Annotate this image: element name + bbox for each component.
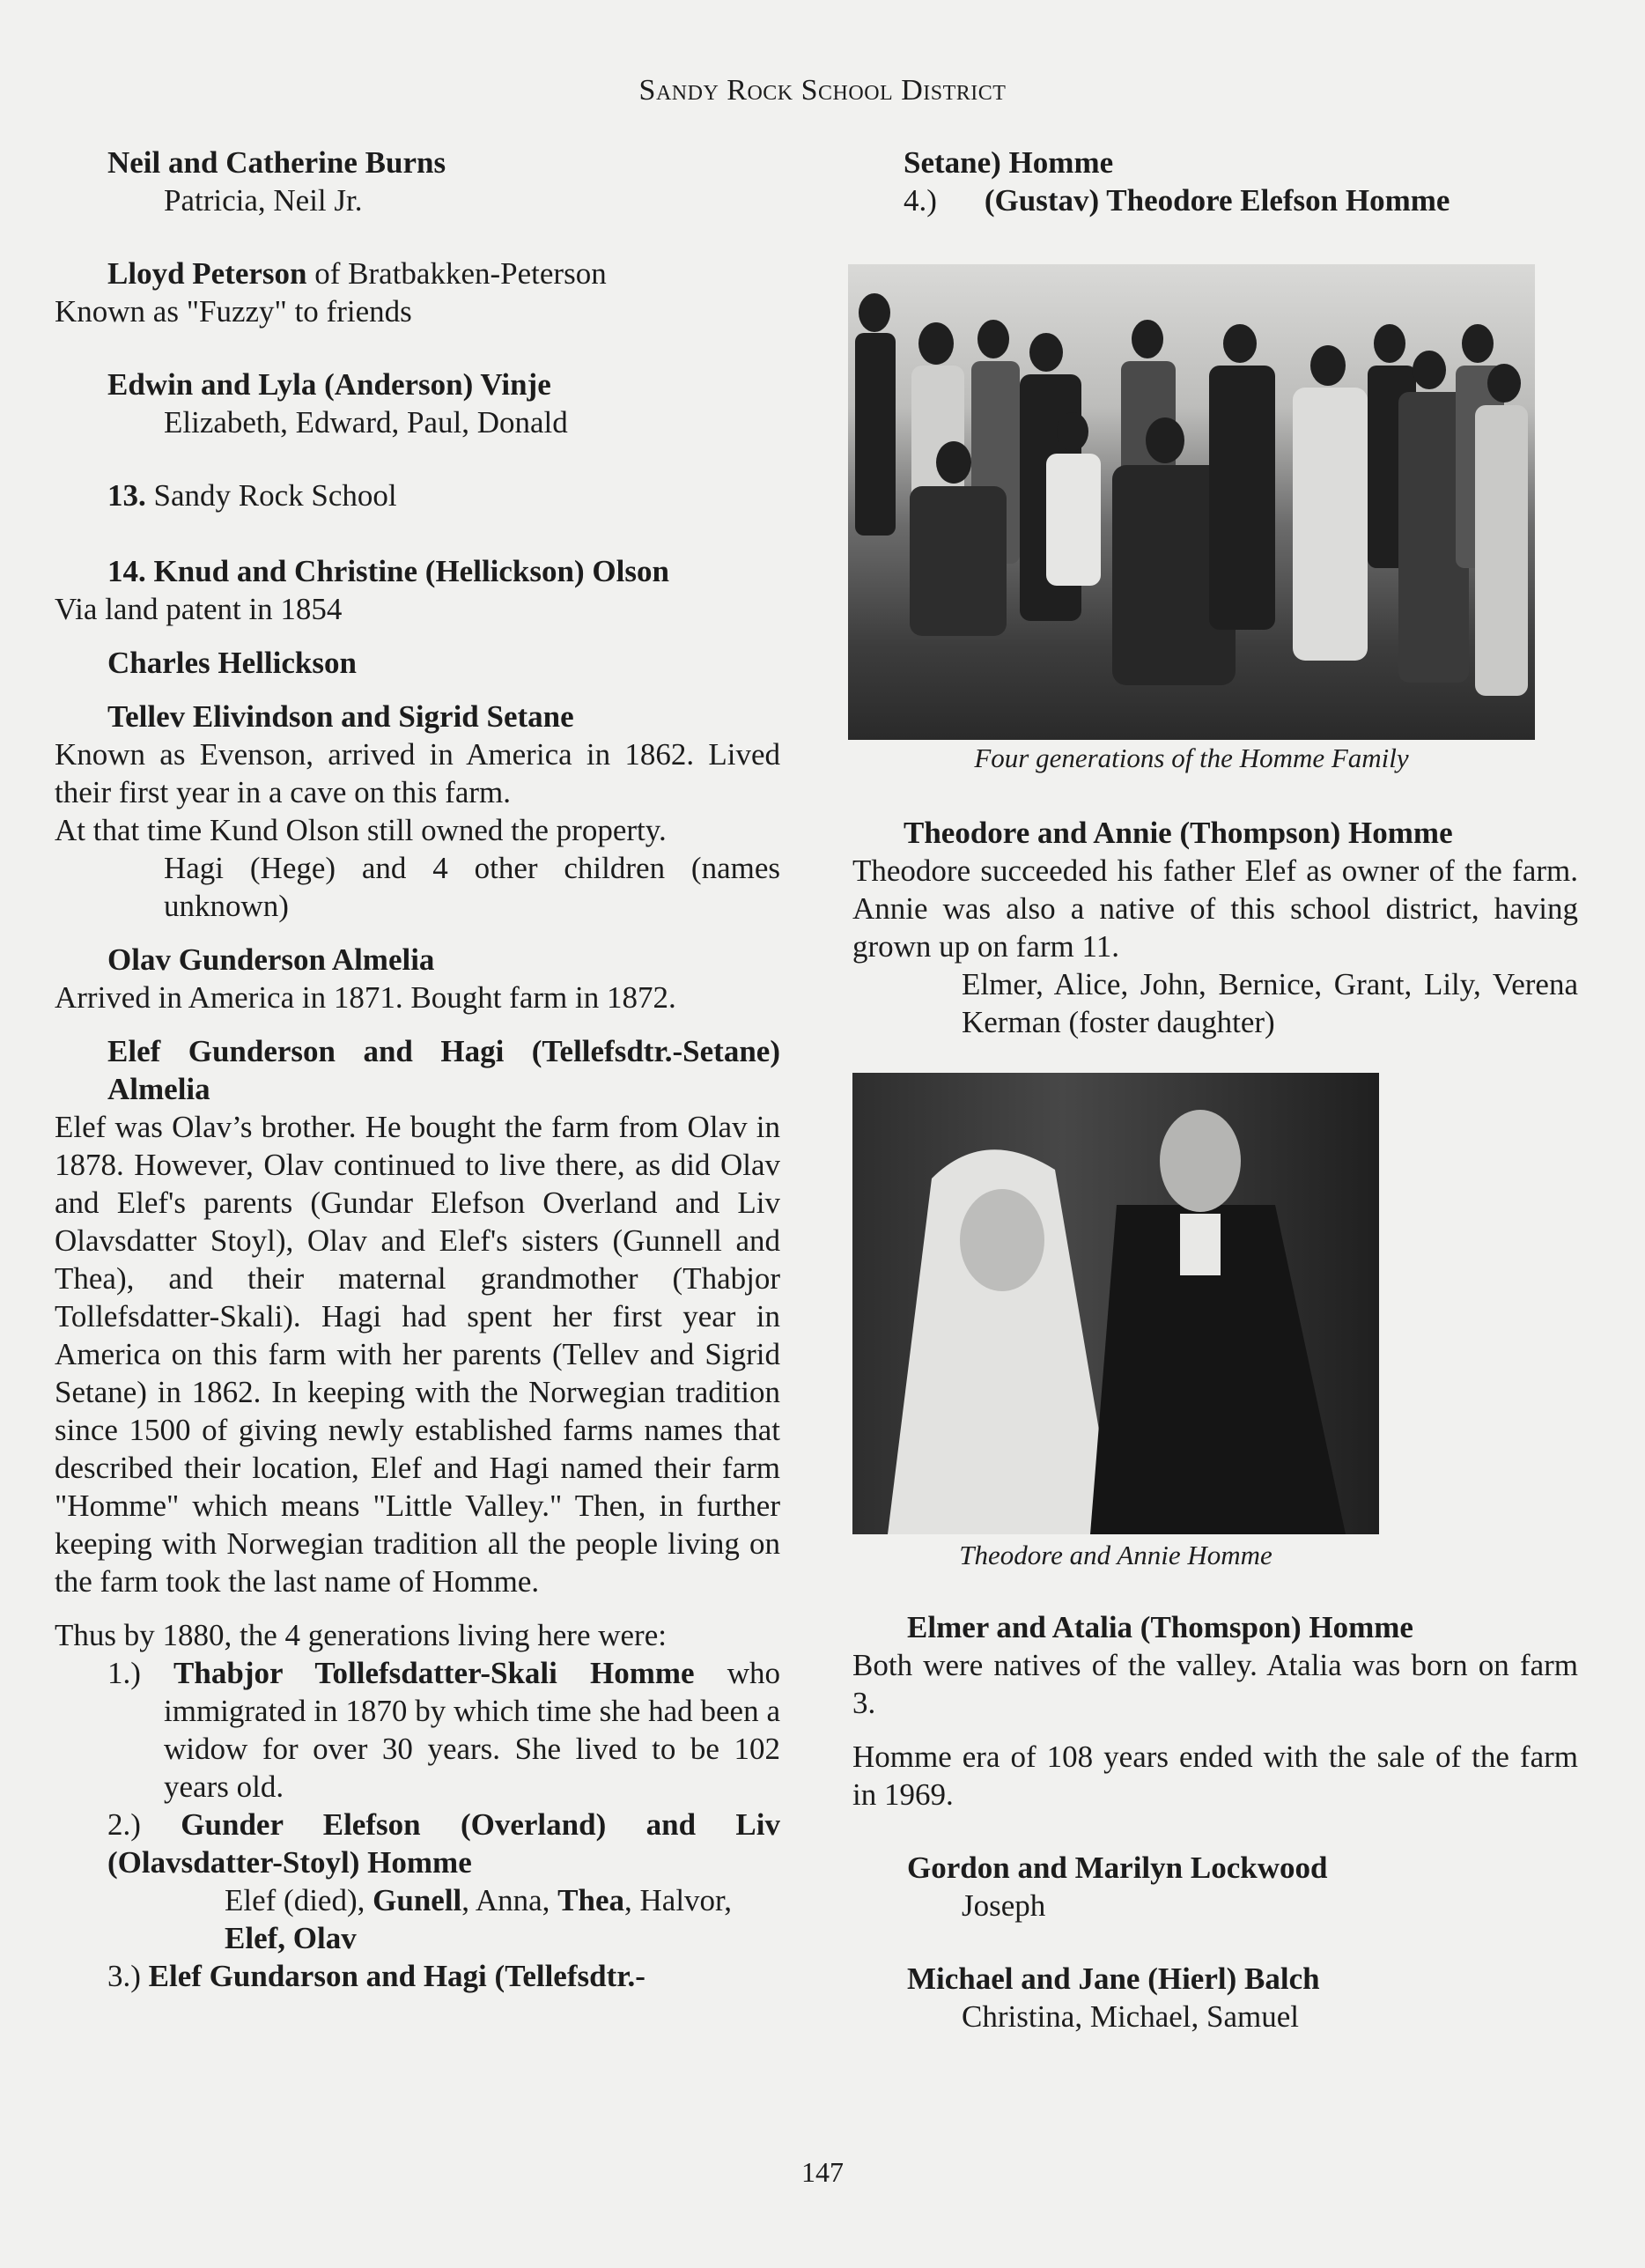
wedding-photo-figures [852,1073,1379,1534]
hellickson-name: Charles Hellickson [107,646,357,680]
page-number: 147 [801,2156,844,2188]
elmer-name: Elmer and Atalia (Thomspon) Homme [907,1610,1413,1644]
page-header: Sandy Rock School District [638,74,1007,107]
item-13-text: Sandy Rock School [145,478,397,513]
child-thea: Thea [557,1883,625,1917]
generation-2-number: 2.) [107,1807,181,1842]
generation-3-number: 3.) [107,1959,149,1993]
generation-1-text: who immigrated in 1870 by which time she had been a widow for over 30 years. She lived to be 102 years old. [164,1656,780,1804]
peterson-entry [55,255,780,292]
family-photo-caption: Four generations of the Homme Family [974,742,1409,773]
generation-4-name: (Gustav) Theodore Elefson Homme [984,183,1450,218]
right-column-bottom [852,1608,1578,2035]
era-text: Homme era of 108 years ended with the sale of the farm in 1969. [852,1740,1578,1812]
item-13-number: 13. [107,478,146,513]
generation-1-name: Thabjor Tollefsdatter-Skali Homme [173,1656,695,1690]
tellev-name: Tellev Elivindson and Sigrid Setane [107,699,574,734]
vinje-name: Edwin and Lyla (Anderson) Vinje [107,367,551,402]
child-gunell: Gunell [373,1883,462,1917]
vinje-children: Elizabeth, Edward, Paul, Donald [164,405,568,440]
family-photo [848,264,1535,740]
elef-text: Elef was Olav’s brother. He bought the farm from Olav in 1878. However, Olav continued to live there, as did Olav and Elef's parents (Gundar Elefson Overland and Liv Olavsdatter Stoyl), Olav and Elef's sisters (Gunnell and Thea), and their maternal grandmother (Thabjor Tollefsdatter-Skali). Hagi had spent her first year in America on this farm with her parents (Tellev and Sigrid Setane) in 1862. In keeping with the Norwegian tradition since 1500 of giving newly established farms names that described their location, Elef and Hagi named their farm "Homme" which means "Little Valley." Then, in further keeping with Norwegian tradition all the people living on the farm took the last name of Homme. [55,1110,780,1599]
generation-4-number: 4.) [904,183,937,218]
generation-2-name: Gunder Elefson (Overland) and Liv (Olavsdatter-Stoyl) Homme [107,1807,780,1880]
generation-4 [852,181,1578,219]
olav-text: Arrived in America in 1871. Bought farm in 1872. [55,980,676,1015]
generation-3-name: Elef Gundarson and Hagi (Tellefsdtr.- [148,1959,645,1993]
lockwood-children: Joseph [962,1888,1046,1923]
item-14-note: Via land patent in 1854 [55,592,343,626]
lockwood-name: Gordon and Marilyn Lockwood [907,1851,1328,1885]
child-anna: , Anna, [461,1883,558,1917]
child-halvor: , Halvor, [624,1883,733,1917]
tellev-children: Hagi (Hege) and 4 other children (names unknown) [164,851,780,923]
elef-name: Elef Gunderson and Hagi (Tellefsdtr.-Setane) Almelia [107,1034,780,1106]
peterson-note: Known as "Fuzzy" to friends [55,294,412,329]
generation-1 [55,1654,780,1806]
tellev-text-2: At that time Kund Olson still owned the property. [55,813,667,847]
generation-2 [55,1806,780,1881]
theodore-name: Theodore and Annie (Thompson) Homme [904,816,1453,850]
left-column [55,144,780,1995]
balch-name: Michael and Jane (Hierl) Balch [907,1961,1320,1996]
item-13 [55,477,780,514]
elmer-text: Both were natives of the valley. Atalia was born on farm 3. [852,1648,1578,1720]
generation-1-number: 1.) [107,1656,174,1690]
child-elef: Elef (died), [225,1883,373,1917]
burns-children: Patricia, Neil Jr. [164,183,363,218]
wedding-photo [852,1073,1379,1534]
right-column [852,144,1578,219]
family-photo-figures [848,264,1535,740]
generation-2-children [55,1881,780,1957]
wedding-photo-caption: Theodore and Annie Homme [959,1540,1272,1570]
olav-name: Olav Gunderson Almelia [107,942,435,977]
tellev-text: Known as Evenson, arrived in America in 1862. Lived their first year in a cave on this farm. [55,737,780,809]
item-14: 14. Knud and Christine (Hellickson) Olson [107,554,669,588]
theodore-children: Elmer, Alice, John, Bernice, Grant, Lily, Verena Kerman (foster daughter) [962,967,1578,1039]
balch-children: Christina, Michael, Samuel [962,1999,1299,2034]
peterson-rest: of Bratbakken-Peterson [306,256,607,291]
generation-3 [55,1957,780,1995]
peterson-name: Lloyd Peterson [107,256,307,291]
generation-3-continued: Setane) Homme [904,145,1114,180]
burns-name: Neil and Catherine Burns [107,145,446,180]
generations-intro: Thus by 1880, the 4 generations living here were: [55,1618,667,1652]
right-column-middle [852,814,1578,1041]
child-elef-olav: Elef, Olav [225,1921,357,1955]
theodore-text: Theodore succeeded his father Elef as owner of the farm. Annie was also a native of this school district, having grown up on farm 11. [852,853,1578,964]
